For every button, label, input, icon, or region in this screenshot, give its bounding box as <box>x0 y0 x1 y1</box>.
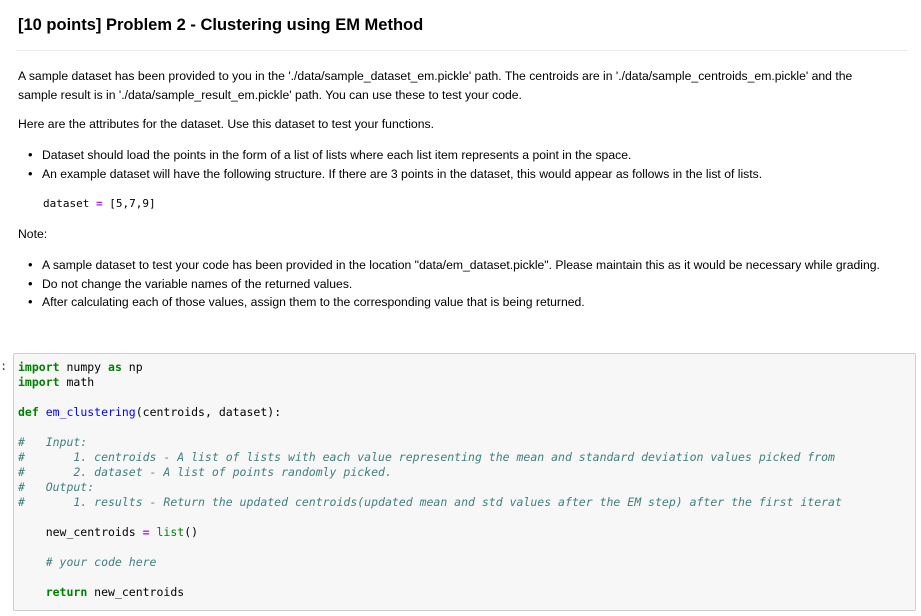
code-comment: # your code here <box>18 555 157 569</box>
code-token: new_centroids <box>87 585 185 599</box>
code-token: list <box>156 525 185 539</box>
code-token: def <box>18 405 39 419</box>
list-item: • Dataset should load the points in the form of a list of lists where each list item represents a point in the space. <box>24 146 884 165</box>
code-comment: # 2. dataset - A list of points randomly picked. <box>18 465 392 479</box>
cell-prompt: : <box>0 359 8 373</box>
code-token: math <box>59 375 95 389</box>
code-comment: # Output: <box>18 480 95 494</box>
code-token: = <box>142 525 150 539</box>
title-divider <box>16 50 908 51</box>
list-item: • An example dataset will have the following structure. If there are 3 points in the dataset, this would appear as follows in the list of lists. <box>24 165 884 184</box>
code-token: import <box>18 375 60 389</box>
attributes-paragraph: Here are the attributes for the dataset. Use this dataset to test your functions. <box>18 117 434 131</box>
list-item: • After calculating each of those values, assign them to the corresponding value that is being returned. <box>24 293 884 312</box>
code-token: as <box>108 360 122 374</box>
code-token: import <box>18 360 60 374</box>
code-cell-editor[interactable] <box>13 353 916 611</box>
code-token: (centroids, dataset): <box>135 405 282 419</box>
list-item: • A sample dataset to test your code has been provided in the location "data/em_dataset.pickle". Please maintain this as it would be necessary while grading. <box>24 256 884 275</box>
code-token <box>18 585 46 599</box>
dataset-bullet-list <box>24 146 884 183</box>
code-comment: # 1. centroids - A list of lists with each value representing the mean and standard deviation values picked from <box>18 450 835 464</box>
example-op: = <box>95 197 103 210</box>
function-name: em_clustering <box>45 405 136 419</box>
example-var: dataset <box>43 197 90 210</box>
code-comment: # 1. results - Return the updated centroids(updated mean and std values after the EM step) after the first iterat <box>18 495 842 509</box>
list-item: • Do not change the variable names of the returned values. <box>24 275 884 294</box>
code-token: new_centroids <box>18 525 143 539</box>
note-label: Note: <box>18 227 48 241</box>
problem-title: [10 points] Problem 2 - Clustering using EM Method <box>18 16 424 34</box>
intro-line-1: A sample dataset has been provided to you in the './data/sample_dataset_em.pickle' path. The centroids are in './data/sample_centroids_em.pickle' and the <box>18 69 853 83</box>
code-comment: # Input: <box>18 435 88 449</box>
code-token: () <box>184 525 199 539</box>
code-token: return <box>45 585 88 599</box>
example-value: [5,7,9] <box>109 197 156 210</box>
code-token: np <box>121 360 143 374</box>
code-editor-text[interactable] <box>18 360 842 600</box>
intro-line-2: sample result is in './data/sample_result_em.pickle' path. You can use these to test your code. <box>18 88 522 102</box>
intro-paragraph <box>18 67 898 105</box>
note-bullet-list <box>24 256 884 312</box>
example-dataset-code <box>43 197 156 210</box>
code-token: numpy <box>59 360 109 374</box>
